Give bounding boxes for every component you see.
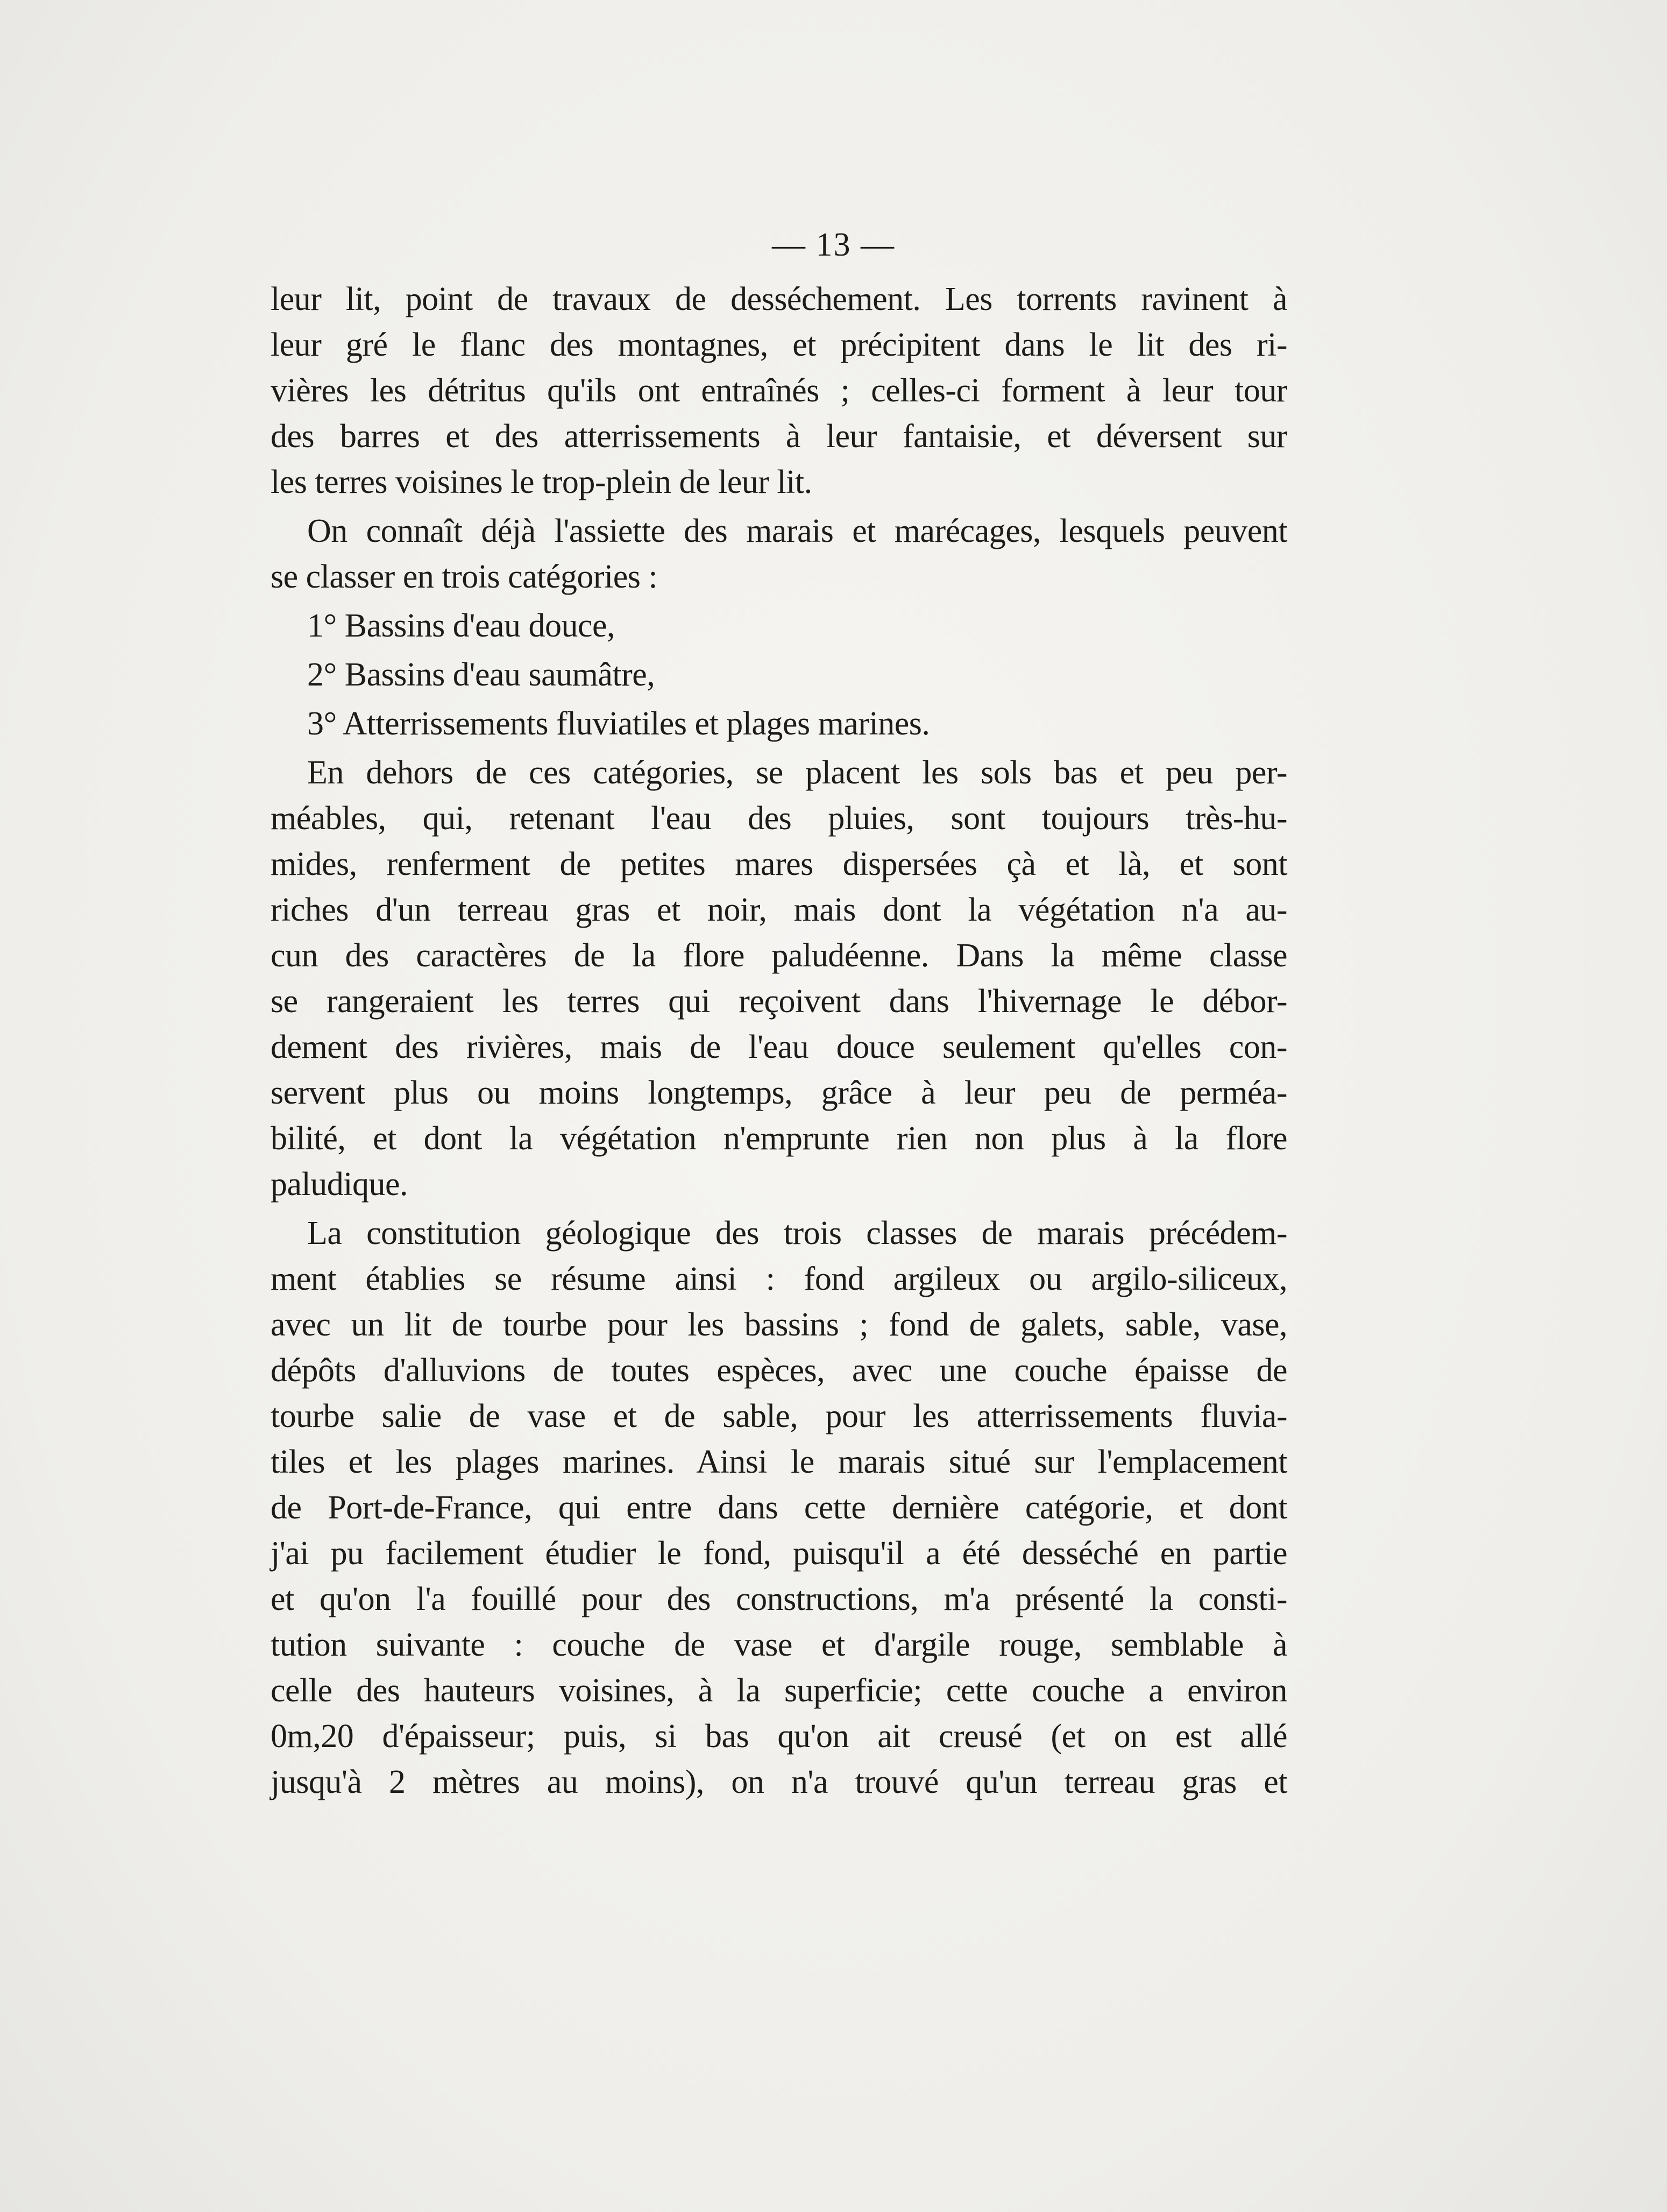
text-line: avec un lit de tourbe pour les bassins ; fond de galets, sable, vase, — [271, 1306, 1287, 1343]
text-line: riches d'un terreau gras et noir, mais dont la végétation n'a au- — [271, 892, 1287, 928]
text-line: bilité, et dont la végétation n'emprunte rien non plus à la flore — [271, 1120, 1287, 1157]
text-line: cun des caractères de la flore paludéenne. Dans la même classe — [271, 937, 1287, 974]
text-line: de Port-de-France, qui entre dans cette dernière catégorie, et dont — [271, 1489, 1287, 1526]
text-line: ment établies se résume ainsi : fond argileux ou argilo-siliceux, — [271, 1261, 1287, 1297]
text-line: les terres voisines le trop-plein de leur lit. — [271, 464, 812, 500]
text-line: mides, renferment de petites mares dispersées çà et là, et sont — [271, 846, 1287, 882]
text-line: tution suivante : couche de vase et d'argile rouge, semblable à — [271, 1627, 1287, 1663]
text-line: dement des rivières, mais de l'eau douce seulement qu'elles con- — [271, 1029, 1287, 1065]
text-line: 2° Bassins d'eau saumâtre, — [307, 656, 655, 693]
page-number: — 13 — — [772, 227, 895, 263]
text-line: et qu'on l'a fouillé pour des constructions, m'a présenté la consti- — [271, 1581, 1287, 1617]
text-line: se rangeraient les terres qui reçoivent dans l'hivernage le débor- — [271, 983, 1287, 1020]
text-line: dépôts d'alluvions de toutes espèces, avec une couche épaisse de — [271, 1352, 1287, 1389]
text-line: paludique. — [271, 1166, 408, 1203]
text-line: leur lit, point de travaux de desséchement. Les torrents ravinent à — [271, 281, 1287, 317]
text-line: jusqu'à 2 mètres au moins), on n'a trouvé qu'un terreau gras et — [271, 1764, 1287, 1800]
text-line: On connaît déjà l'assiette des marais et marécages, lesquels peuvent — [307, 513, 1287, 549]
text-line: des barres et des atterrissements à leur fantaisie, et déversent sur — [271, 418, 1287, 455]
text-line: celle des hauteurs voisines, à la superficie; cette couche a environ — [271, 1672, 1287, 1709]
text-line: leur gré le flanc des montagnes, et précipitent dans le lit des ri- — [271, 327, 1287, 363]
text-line: servent plus ou moins longtemps, grâce à leur peu de perméa- — [271, 1075, 1287, 1111]
text-line: 0m,20 d'épaisseur; puis, si bas qu'on ait creusé (et on est allé — [271, 1718, 1287, 1755]
text-line: méables, qui, retenant l'eau des pluies, sont toujours très-hu- — [271, 800, 1287, 837]
text-line: tourbe salie de vase et de sable, pour les atterrissements fluvia- — [271, 1398, 1287, 1434]
text-line: vières les détritus qu'ils ont entraînés ; celles-ci forment à leur tour — [271, 372, 1287, 409]
body-text — [271, 277, 1287, 1805]
text-line: se classer en trois catégories : — [271, 559, 658, 595]
text-line: j'ai pu facilement étudier le fond, puisqu'il a été desséché en partie — [271, 1535, 1287, 1572]
text-line: 3° Atterrissements fluviatiles et plages marines. — [307, 705, 930, 742]
text-line: tiles et les plages marines. Ainsi le marais situé sur l'emplacement — [271, 1444, 1287, 1480]
text-line: La constitution géologique des trois classes de marais précédem- — [307, 1215, 1287, 1252]
text-line: 1° Bassins d'eau douce, — [307, 607, 615, 644]
text-line: En dehors de ces catégories, se placent les sols bas et peu per- — [307, 754, 1287, 791]
